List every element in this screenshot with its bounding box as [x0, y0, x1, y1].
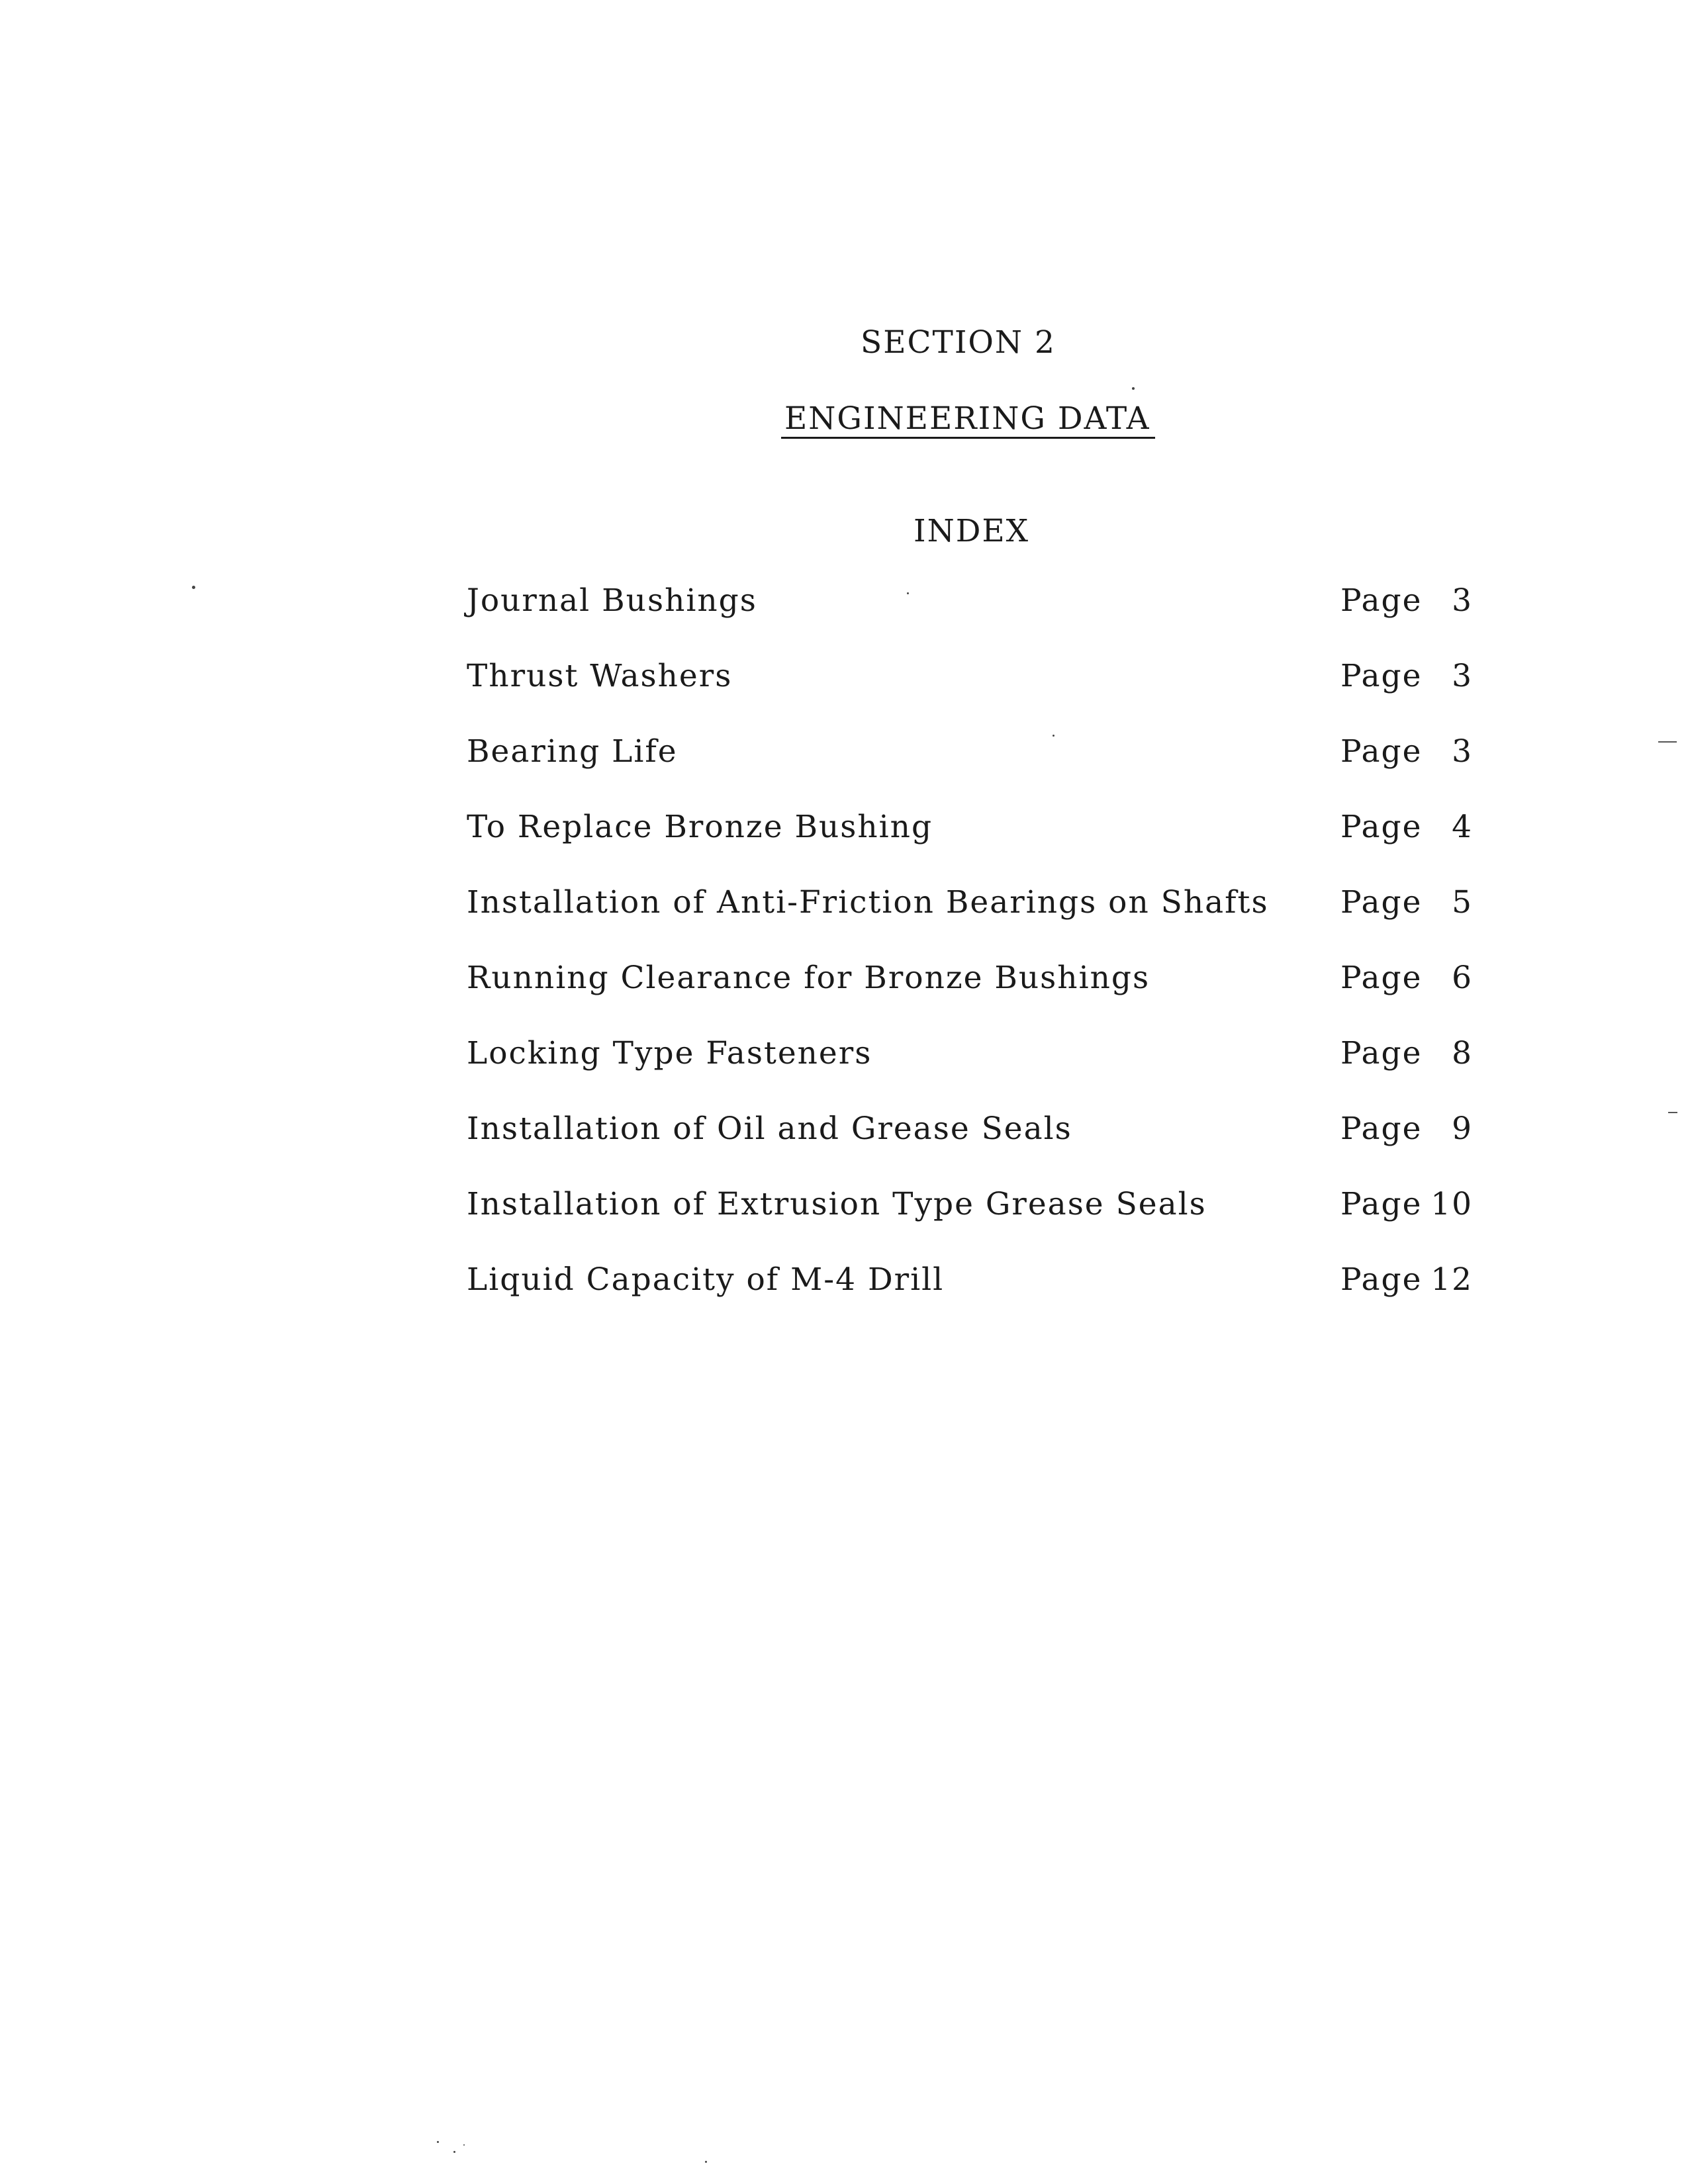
- index-entry-page-label: Page: [1340, 884, 1423, 921]
- scan-mark: [1668, 1112, 1677, 1113]
- index-entry-page-number: 12: [1430, 1261, 1473, 1298]
- scan-speck: [463, 2144, 465, 2146]
- index-entry: [467, 733, 1473, 809]
- index-entry: [467, 1186, 1473, 1261]
- index-entry-title: To Replace Bronze Bushing: [467, 809, 933, 845]
- document-title: ENGINEERING DATA: [784, 400, 1150, 437]
- scan-speck: [1053, 735, 1055, 737]
- index-entry-page-number: 3: [1452, 582, 1473, 619]
- index-entry: [467, 809, 1473, 884]
- index-entry: [467, 884, 1473, 960]
- index-entry-page-number: 3: [1452, 733, 1473, 770]
- scan-mark: [1658, 741, 1677, 743]
- index-entry-page-label: Page: [1340, 582, 1423, 619]
- index-entry-title: Installation of Extrusion Type Grease Seals: [467, 1186, 1207, 1222]
- index-entry-page-label: Page: [1340, 1111, 1423, 1147]
- index-entry: [467, 658, 1473, 733]
- index-entry-title: Journal Bushings: [467, 582, 757, 619]
- index-entry-title: Bearing Life: [467, 733, 678, 770]
- index-entry-page-label: Page: [1340, 1035, 1423, 1071]
- index-entry-page-label: Page: [1340, 733, 1423, 770]
- scan-speck: [907, 592, 909, 594]
- index-entry-page-label: Page: [1340, 1261, 1423, 1298]
- index-list: [467, 582, 1473, 1337]
- index-heading: INDEX: [914, 513, 1030, 549]
- index-entry: [467, 1035, 1473, 1111]
- scan-speck: [437, 2141, 439, 2143]
- index-entry: [467, 960, 1473, 1035]
- scan-speck: [453, 2151, 455, 2153]
- index-entry-page-number: 8: [1452, 1035, 1473, 1071]
- index-entry-title: Installation of Anti-Friction Bearings on Shafts: [467, 884, 1269, 921]
- index-entry-page-label: Page: [1340, 658, 1423, 694]
- index-entry-page-number: 5: [1452, 884, 1473, 921]
- index-entry-page-number: 10: [1430, 1186, 1473, 1222]
- index-entry-page-number: 4: [1452, 809, 1473, 845]
- index-entry-page-number: 6: [1452, 960, 1473, 996]
- index-entry-title: Thrust Washers: [467, 658, 733, 694]
- index-entry: [467, 1261, 1473, 1337]
- scan-speck: [705, 2161, 707, 2163]
- index-entry-page-label: Page: [1340, 1186, 1423, 1222]
- index-entry-title: Locking Type Fasteners: [467, 1035, 872, 1071]
- index-entry-title: Running Clearance for Bronze Bushings: [467, 960, 1150, 996]
- index-entry-page-label: Page: [1340, 809, 1423, 845]
- index-entry-title: Liquid Capacity of M-4 Drill: [467, 1261, 945, 1298]
- scan-speck: [192, 586, 195, 589]
- index-entry-title: Installation of Oil and Grease Seals: [467, 1111, 1072, 1147]
- index-entry-page-number: 3: [1452, 658, 1473, 694]
- scan-speck: [1132, 387, 1135, 390]
- index-entry-page-label: Page: [1340, 960, 1423, 996]
- title-underline: [781, 437, 1155, 439]
- index-entry-page-number: 9: [1452, 1111, 1473, 1147]
- index-entry: [467, 1111, 1473, 1186]
- index-entry: [467, 582, 1473, 658]
- section-heading: SECTION 2: [861, 324, 1056, 361]
